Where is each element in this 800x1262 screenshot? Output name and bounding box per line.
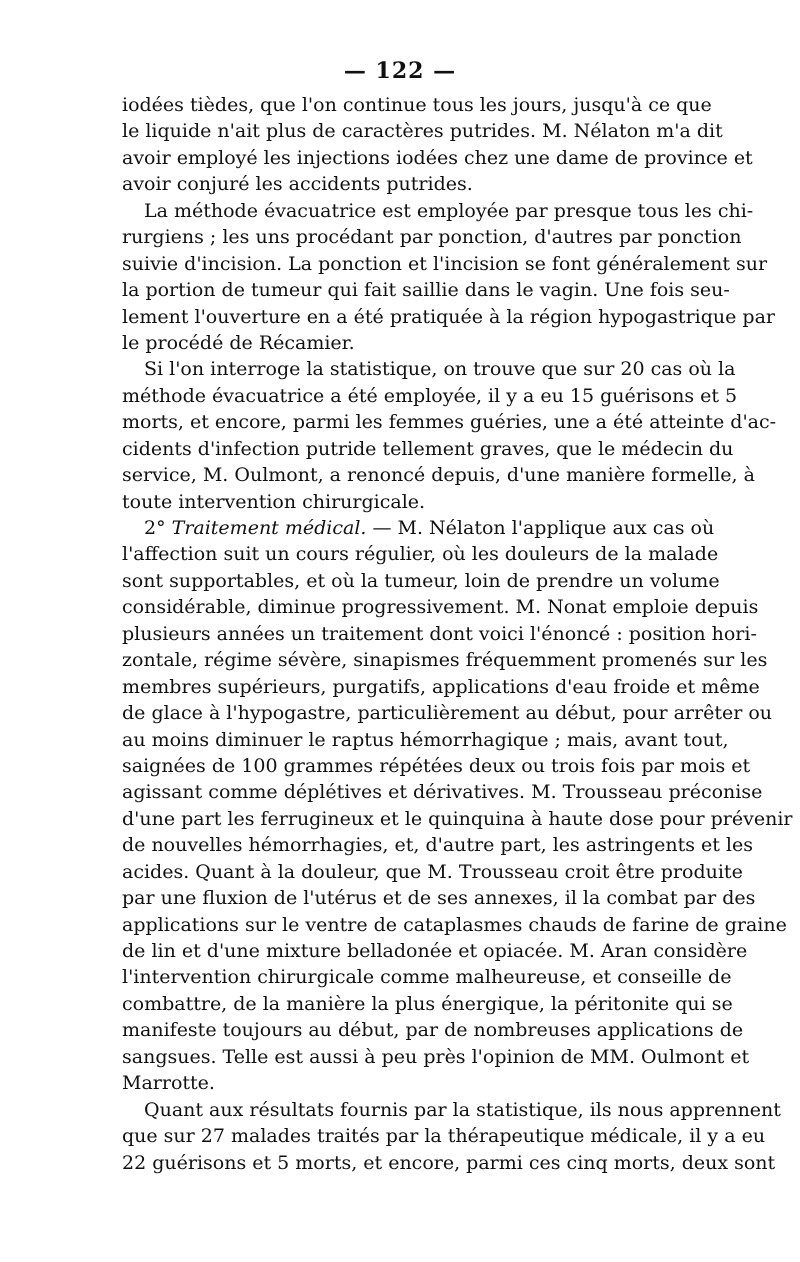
text-line: iodées tièdes, que l'on continue tous les jours, jusqu'à ce que: [122, 94, 712, 116]
body-text: [122, 92, 793, 1176]
text-line: rurgiens ; les uns procédant par ponction, d'autres par ponction: [122, 226, 742, 249]
text-line: plusieurs années un traitement dont voici l'énoncé : position hori-: [122, 622, 757, 645]
line-text: — M. Nélaton l'applique aux cas où: [366, 517, 715, 539]
text-line: La méthode évacuatrice est employée par presque tous les chi-: [144, 199, 754, 222]
text-line: de glace à l'hypogastre, particulièrement au début, pour arrêter ou: [122, 702, 773, 725]
text-line: au moins diminuer le raptus hémorrhagique ; mais, avant tout,: [122, 728, 729, 751]
text-line: applications sur le ventre de cataplasmes chauds de farine de graine: [122, 913, 787, 936]
text-line: toute intervention chirurgicale.: [122, 490, 426, 513]
text-line: suivie d'incision. La ponction et l'incision se font généralement sur: [122, 252, 768, 275]
section-number: 2°: [144, 517, 172, 539]
text-line: par une fluxion de l'utérus et de ses annexes, il la combat par des: [122, 887, 756, 910]
text-line: zontale, régime sévère, sinapismes fréquemment promenés sur les: [122, 649, 768, 672]
text-line: avoir conjuré les accidents putrides.: [122, 173, 473, 196]
text-line: morts, et encore, parmi les femmes guéries, une a été atteinte d'ac-: [122, 411, 777, 434]
text-line: membres supérieurs, purgatifs, applications d'eau froide et même: [122, 675, 760, 698]
text-line: lement l'ouverture en a été pratiquée à la région hypogastrique par: [122, 305, 775, 328]
text-line: de lin et d'une mixture belladonée et opiacée. M. Aran considère: [122, 940, 748, 962]
text-line: [122, 515, 715, 541]
text-line: que sur 27 malades traités par la thérapeutique médicale, il y a eu: [122, 1125, 766, 1148]
text-line: Si l'on interroge la statistique, on trouve que sur 20 cas où la: [144, 358, 736, 381]
text-line: avoir employé les injections iodées chez une dame de province et: [122, 146, 753, 169]
text-line: de nouvelles hémorrhagies, et, d'autre part, les astringents et les: [122, 834, 753, 857]
text-line: le procédé de Récamier.: [122, 331, 355, 354]
text-line: service, M. Oulmont, a renoncé depuis, d'une manière formelle, à: [122, 464, 755, 487]
text-line: le liquide n'ait plus de caractères putrides. M. Nélaton m'a dit: [122, 120, 723, 143]
text-line: sangsues. Telle est aussi à peu près l'opinion de MM. Oulmont et: [122, 1045, 750, 1068]
text-line: acides. Quant à la douleur, que M. Trousseau croit être produite: [122, 860, 743, 883]
text-line: saignées de 100 grammes répétées deux ou trois fois par mois et: [122, 754, 751, 777]
text-line: Marrotte.: [122, 1072, 215, 1095]
text-line: la portion de tumeur qui fait saillie dans le vagin. Une fois seu-: [122, 279, 730, 302]
text-line: manifeste toujours au début, par de nombreuses applications de: [122, 1019, 744, 1042]
text-line: méthode évacuatrice a été employée, il y a eu 15 guérisons et 5: [122, 384, 738, 407]
section-heading: Traitement médical.: [171, 517, 367, 539]
page-number: — 122 —: [343, 58, 457, 84]
text-line: l'intervention chirurgicale comme malheureuse, et conseille de: [122, 966, 732, 989]
text-line: sont supportables, et où la tumeur, loin de prendre un volume: [122, 569, 720, 592]
text-line: d'une part les ferrugineux et le quinquina à haute dose pour prévenir: [122, 807, 793, 830]
text-line: considérable, diminue progressivement. M. Nonat emploie depuis: [122, 596, 759, 619]
text-line: agissant comme déplétives et dérivatives. M. Trousseau préconise: [122, 781, 763, 804]
text-line: cidents d'infection putride tellement graves, que le médecin du: [122, 437, 734, 460]
text-line: l'affection suit un cours régulier, où les douleurs de la malade: [122, 543, 719, 566]
text-line: Quant aux résultats fournis par la statistique, ils nous apprennent: [144, 1098, 781, 1121]
text-line: 22 guérisons et 5 morts, et encore, parmi ces cinq morts, deux sont: [122, 1151, 776, 1174]
text-line: combattre, de la manière la plus énergique, la péritonite qui se: [122, 992, 733, 1015]
